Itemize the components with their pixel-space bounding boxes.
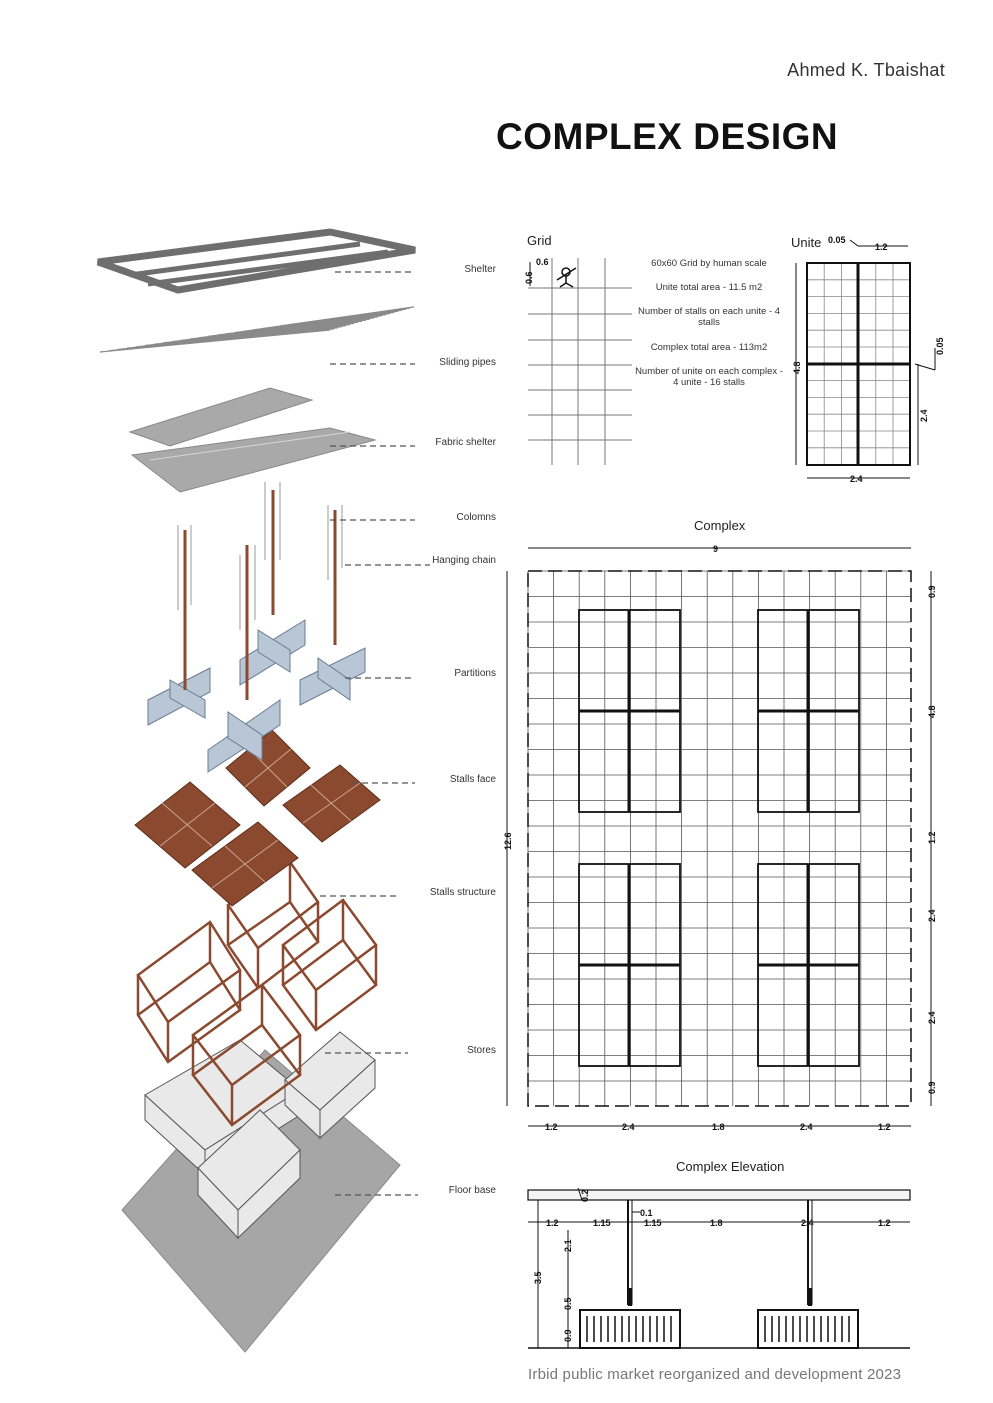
elev-dim-top-1: 1.2 xyxy=(546,1218,559,1228)
elev-dim-left-3: 0.5 xyxy=(563,1297,573,1310)
footer-caption: Irbid public market reorganized and development 2023 xyxy=(528,1366,902,1383)
complex-dim-right-6: 0.9 xyxy=(927,1081,937,1094)
complex-dim-bottom-1: 1.2 xyxy=(545,1122,558,1132)
complex-plan-drawing xyxy=(495,538,955,1138)
unit-plan-drawing xyxy=(780,230,960,490)
grid-note-4: Complex total area - 113m2 xyxy=(650,342,768,353)
elev-dim-small-1: 0.2 xyxy=(580,1189,590,1202)
grid-note-2: Unite total area - 11.5 m2 xyxy=(655,282,763,293)
elev-dim-left-4: 0.9 xyxy=(563,1329,573,1342)
complex-dim-right-3: 1.2 xyxy=(927,831,937,844)
complex-dim-top: 9 xyxy=(713,544,719,554)
label-fabric-shelter: Fabric shelter xyxy=(435,437,496,448)
unit-dim-top-small: 0.05 xyxy=(828,235,846,245)
unit-dim-right-small: 0.05 xyxy=(935,337,945,355)
author-name: Ahmed K. Tbaishat xyxy=(787,60,945,80)
hanging-chain-shape xyxy=(178,482,342,630)
label-columns: Colomns xyxy=(456,512,496,523)
label-hanging-chain: Hanging chain xyxy=(432,555,496,566)
elev-dim-top-6: 1.2 xyxy=(878,1218,891,1228)
complex-dim-right-5: 2.4 xyxy=(927,1011,937,1024)
complex-dim-right-2: 4.8 xyxy=(927,705,937,718)
grid-note-3: Number of stalls on each unite - 4 stalls xyxy=(637,306,781,328)
elev-dim-top-3: 1.15 xyxy=(644,1218,662,1228)
grid-dim-b: 0.6 xyxy=(536,257,549,267)
label-stalls-face: Stalls face xyxy=(449,774,496,785)
label-stores: Stores xyxy=(467,1045,496,1056)
unit-dim-top: 1.2 xyxy=(875,242,888,252)
partitions-shape xyxy=(148,620,365,772)
label-floor-base: Floor base xyxy=(448,1185,496,1196)
label-partitions: Partitions xyxy=(454,668,496,679)
complex-dim-bottom-4: 2.4 xyxy=(800,1122,813,1132)
elevation-heading: Complex Elevation xyxy=(676,1159,785,1174)
elev-dim-top-4: 1.8 xyxy=(710,1218,723,1228)
unit-dim-bottom: 2.4 xyxy=(850,474,863,484)
label-shelter: Shelter xyxy=(464,264,496,275)
human-figure-icon xyxy=(557,268,576,287)
label-sliding-pipes: Sliding pipes xyxy=(439,357,496,368)
label-stalls-structure: Stalls structure xyxy=(429,887,496,898)
unit-dim-right: 2.4 xyxy=(919,409,929,422)
unit-heading: Unite xyxy=(791,235,822,250)
fabric-shelter-shape xyxy=(130,388,375,492)
complex-dim-left: 12.6 xyxy=(503,832,513,850)
elev-dim-top-2: 1.15 xyxy=(593,1218,611,1228)
grid-note-5: Number of unite on each complex - 4 unite - 16 stalls xyxy=(635,366,783,388)
complex-dim-bottom-3: 1.8 xyxy=(712,1122,725,1132)
grid-heading: Grid xyxy=(527,233,552,248)
page-title: COMPLEX DESIGN xyxy=(496,116,839,157)
sliding-pipes-shape xyxy=(100,307,414,352)
complex-dim-right-1: 0.9 xyxy=(927,585,937,598)
elev-dim-small-2: 0.1 xyxy=(640,1208,653,1218)
grid-dim-a: 0.6 xyxy=(524,271,534,284)
elevation-stall-left xyxy=(580,1310,680,1348)
complex-dim-bottom-5: 1.2 xyxy=(878,1122,891,1132)
shelter-frame-shape xyxy=(98,232,415,290)
complex-elevation-drawing xyxy=(520,1180,920,1360)
grid-note-1: 60x60 Grid by human scale xyxy=(651,258,767,269)
elev-dim-top-5: 2.4 xyxy=(801,1218,814,1228)
elev-dim-left-1: 3.5 xyxy=(533,1271,543,1284)
elev-dim-left-2: 2.1 xyxy=(563,1239,573,1252)
grid-drawing xyxy=(520,250,640,470)
complex-heading: Complex xyxy=(694,518,746,533)
elevation-stall-right xyxy=(758,1310,858,1348)
complex-dim-right-4: 2.4 xyxy=(927,909,937,922)
unit-dim-left: 4.8 xyxy=(792,361,802,374)
complex-dim-bottom-2: 2.4 xyxy=(622,1122,635,1132)
